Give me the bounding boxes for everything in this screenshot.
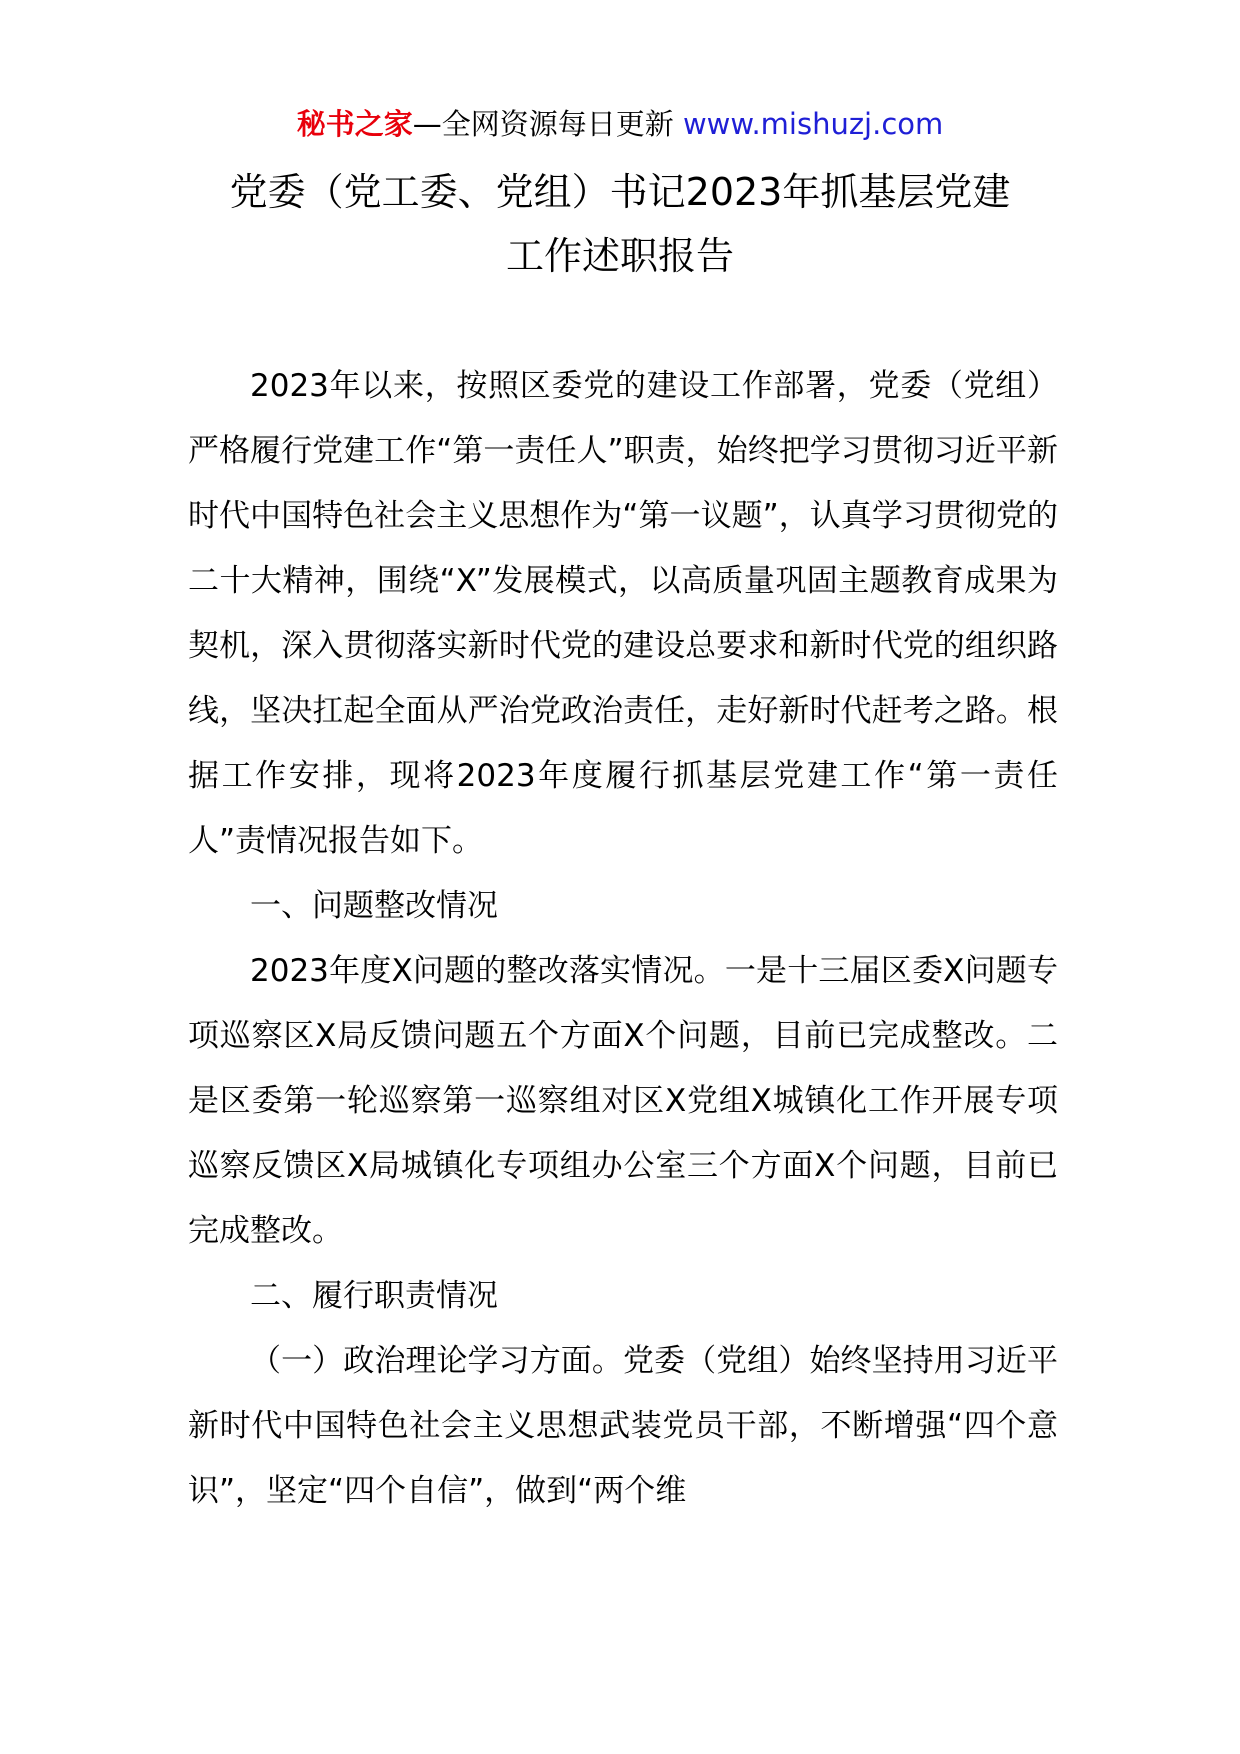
paragraph-political-study: （一）政治理论学习方面。党委（党组）始终坚持用习近平新时代中国特色社会主义思想武装党员干部，不断增强“四个意识”，坚定“四个自信”，做到“两个维 — [188, 1343, 1058, 1509]
site-brand-name: 秘书之家 — [296, 107, 413, 141]
site-url-link[interactable]: www.mishuzj.com — [682, 107, 944, 141]
document-title-line-1: 党委（党工委、党组）书记2023年抓基层党建 — [229, 170, 1011, 214]
section-heading-2: 二、履行职责情况 — [250, 1278, 498, 1314]
section-heading-1: 一、问题整改情况 — [250, 888, 498, 924]
paragraph-rectification: 2023年度X问题的整改落实情况。一是十三届区委X问题专项巡察区X局反馈问题五个方面X个问题，目前已完成整改。二是区委第一轮巡察第一巡察组对区X党组X城镇化工作开展专项巡察反馈区X局城镇化专项组办公室三个方面X个问题，目前已完成整改。 — [188, 953, 1058, 1249]
site-watermark-header — [0, 100, 1240, 148]
document-body — [188, 354, 1058, 1524]
paragraph-intro: 2023年以来，按照区委党的建设工作部署，党委（党组）严格履行党建工作“第一责任人”职责，始终把学习贯彻习近平新时代中国特色社会主义思想作为“第一议题”，认真学习贯彻党的二十大精神，围绕“X”发展模式，以高质量巩固主题教育成果为契机，深入贯彻落实新时代党的建设总要求和新时代党的组织路线，坚决扛起全面从严治党政治责任，走好新时代赶考之路。根据工作安排，现将2023年度履行抓基层党建工作“第一责任人”责情况报告如下。 — [188, 368, 1058, 859]
document-title — [150, 160, 1090, 288]
site-slogan: —全网资源每日更新 — [412, 107, 674, 141]
document-title-line-2: 工作述职报告 — [505, 234, 734, 278]
